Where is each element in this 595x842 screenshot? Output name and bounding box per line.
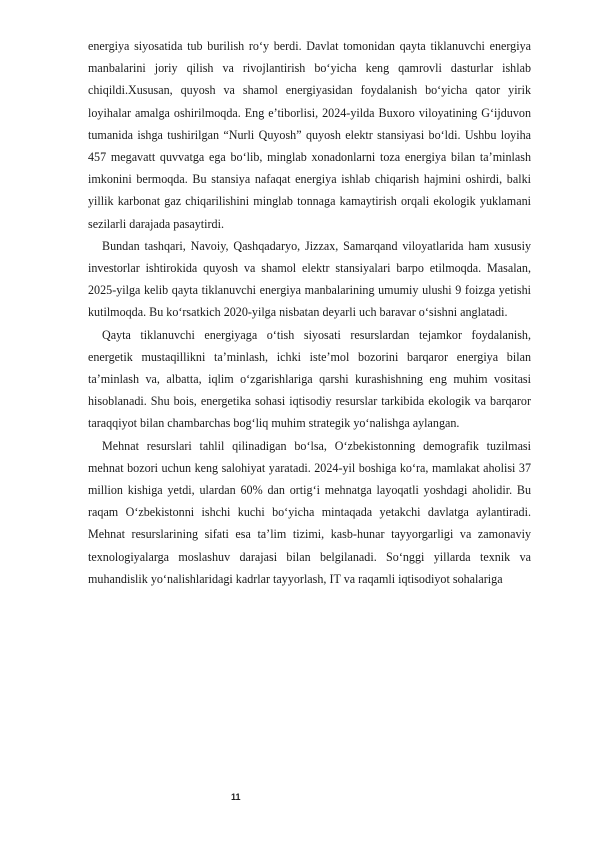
paragraph-regional-stations: Bundan tashqari, Navoiy, Qashqadaryo, Jizzax, Samarqand viloyatlarida ham xususiy investorlar ishtirokida quyosh va shamol elektr stansiyalari barpo etilmoqda. Masalan, 2025-yilga kelib qayta tiklanuvchi energiya manbalarining umumiy ulushi 9 foizga yetishi kutilmoqda. Bu ko‘rsatkich 2020-yilga nisbatan deyarli uch baravar o‘sishni anglatadi. bbox=[88, 238, 531, 320]
body-text bbox=[88, 35, 531, 590]
paragraph-energy-policy: energiya siyosatida tub burilish ro‘y berdi. Davlat tomonidan qayta tiklanuvchi energiya manbalarini joriy qilish va rivojlantirish bo‘yicha keng qamrovli dasturlar ishlab chiqildi.Xususan, quyosh va shamol energiyasidan foydalanish bo‘yicha qator yirik loyihalar amalga oshirilmoqda. Eng e’tiborlisi, 2024-yilda Buxoro viloyatining G‘ijduvon tumanida ishga tushirilgan “Nurli Quyosh” quyosh elektr stansiyasi bo‘ldi. Ushbu loyiha 457 megavatt quvvatga ega bo‘lib, minglab xonadonlarni toza energiya bilan ta’minlash imkonini bermoqda. Bu stansiya nafaqat energiya ishlab chiqarish hajmini oshirdi, balki yillik karbonat gaz chiqarilishini minglab tonnaga kamaytirish orqali ekologik yuklamani sezilarli darajada pasaytirdi. bbox=[88, 39, 531, 231]
paragraph-renewable-transition: Qayta tiklanuvchi energiyaga o‘tish siyosati resurslardan tejamkor foydalanish, energetik mustaqillikni ta’minlash, ichki iste’mol bozorini barqaror energiya bilan ta’minlash va, albatta, iqlim o‘zgarishlariga qarshi kurashishning eng muhim vositasi hisoblanadi. Shu bois, energetika sohasi iqtisodiy resurslar tarkibida ekologik va barqaror taraqqiyot bilan chambarchas bog‘liq muhim strategik yo‘nalishga aylangan. bbox=[88, 327, 531, 431]
page-number: 11 bbox=[231, 792, 241, 802]
paragraph-labor-resources: Mehnat resurslari tahlil qilinadigan bo‘lsa, O‘zbekistonning demografik tuzilmasi mehnat bozori uchun keng salohiyat yaratadi. 2024-yil boshiga ko‘ra, mamlakat aholisi 37 million kishiga yetdi, ulardan 60% dan ortig‘i mehnatga layoqatli yoshdagi aholidir. Bu raqam O‘zbekistonni ishchi kuchi bo‘yicha mintaqada yetakchi davlatga aylantiradi. Mehnat resurslarining sifati esa ta’lim tizimi, kasb-hunar tayyorgarligi va zamonaviy texnologiyalarga moslashuv darajasi bilan belgilanadi. So‘nggi yillarda texnik va muhandislik yo‘nalishlaridagi kadrlar tayyorlash, IT va raqamli iqtisodiyot sohalariga bbox=[88, 438, 531, 586]
